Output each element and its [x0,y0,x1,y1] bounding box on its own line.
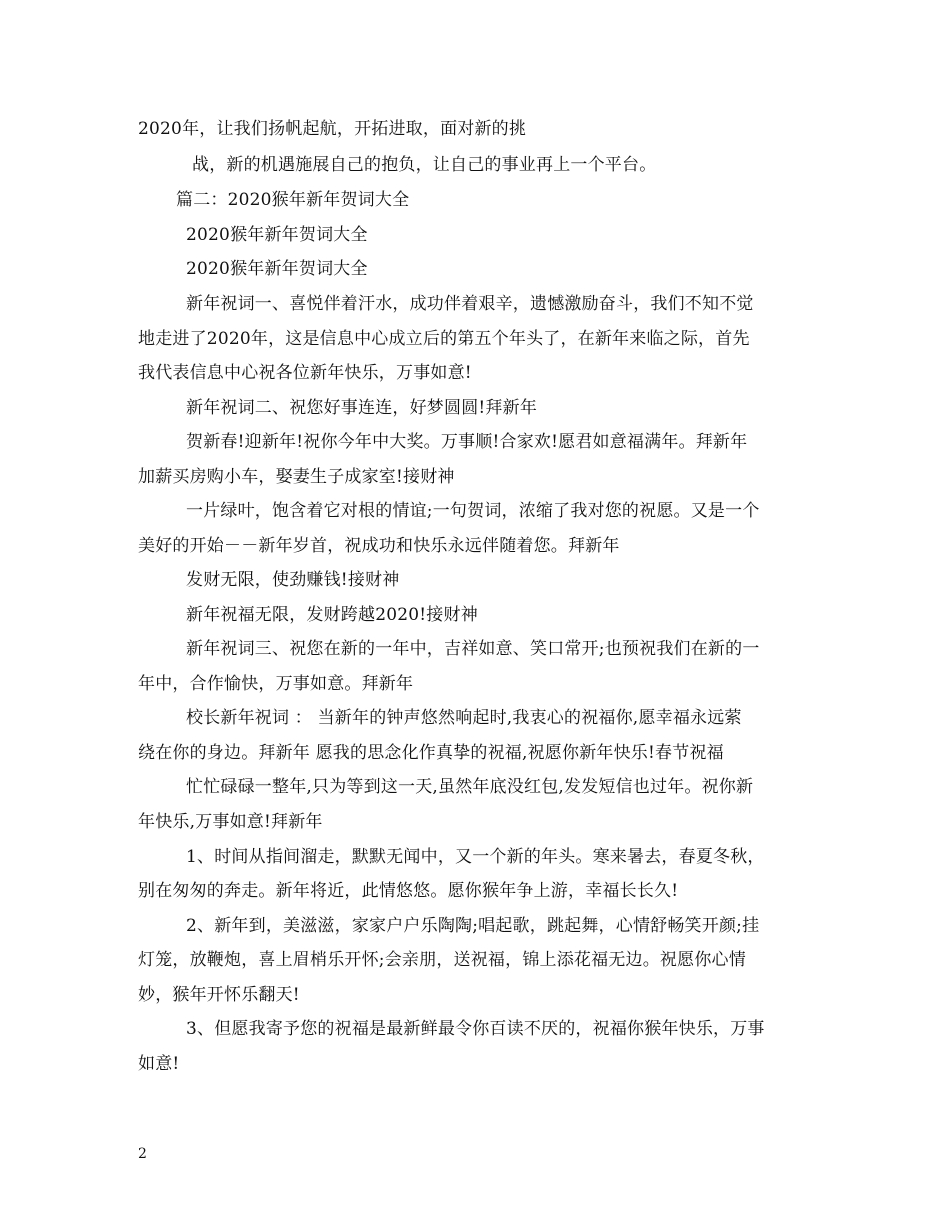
text-line: 我代表信息中心祝各位新年快乐，万事如意! [138,363,472,383]
text-line: 2、新年到，美滋滋，家家户户乐陶陶;唱起歌，跳起舞，心情舒畅笑开颜;挂 [186,916,760,936]
text-line: 别在匆匆的奔走。新年将近，此情悠悠。愿你猴年争上游，幸福长长久! [138,881,679,901]
page-number: 2 [138,1146,147,1162]
text-line: 3、但愿我寄予您的祝福是最新鲜最令你百读不厌的，祝福你猴年快乐，万事 [186,1019,765,1039]
text-line: 如意! [138,1054,180,1074]
text-line: 美好的开始－－新年岁首，祝成功和快乐永远伴随着您。拜新年 [138,536,620,556]
text-line: 2020猴年新年贺词大全 [186,225,368,245]
text-line: 新年祝词二、祝您好事连连，好梦圆圆!拜新年 [186,398,538,418]
text-line: 新年祝福无限，发财跨越2020!接财神 [186,605,478,625]
text-line: 战，新的机遇施展自己的抱负，让自己的事业再上一个平台。 [192,155,657,175]
text-line: 妙，猴年开怀乐翻天! [138,985,300,1005]
text-line: 年快乐,万事如意!拜新年 [138,812,323,832]
text-line: 忙忙碌碌一整年,只为等到这一天,虽然年底没红包,发发短信也过年。祝你新 [186,777,754,797]
text-line: 2020猴年新年贺词大全 [186,259,368,279]
text-line: 灯笼，放鞭炮，喜上眉梢乐开怀;会亲朋，送祝福，锦上添花福无边。祝愿你心情 [138,950,746,970]
text-line: 年中，合作愉快，万事如意。拜新年 [138,674,414,694]
text-line: 2020年，让我们扬帆起航，开拓进取，面对新的挑 [138,119,527,139]
text-line: 地走进了2020年，这是信息中心成立后的第五个年头了，在新年来临之际，首先 [138,329,750,349]
text-line: 绕在你的身边。拜新年 愿我的思念化作真挚的祝福,祝愿你新年快乐!春节祝福 [138,743,724,763]
text-line: 校长新年祝词 ： 当新年的钟声悠然响起时,我衷心的祝福你,愿幸福永远萦 [186,708,742,728]
text-line: 贺新春!迎新年!祝你今年中大奖。万事顺!合家欢!愿君如意福满年。拜新年 [186,432,748,452]
section-heading: 篇二：2020猴年新年贺词大全 [176,190,410,210]
text-line: 新年祝词三、祝您在新的一年中，吉祥如意、笑口常开;也预祝我们在新的一 [186,639,760,659]
text-line: 加薪买房购小车，娶妻生子成家室!接财神 [138,467,455,487]
text-line: 1、时间从指间溜走，默默无闻中，又一个新的年头。寒来暑去，春夏冬秋， [186,847,765,867]
text-line: 新年祝词一、喜悦伴着汗水，成功伴着艰辛，遗憾激励奋斗，我们不知不觉 [186,294,754,314]
text-line: 一片绿叶，饱含着它对根的情谊;一句贺词，浓缩了我对您的祝愿。又是一个 [186,501,760,521]
text-line: 发财无限，使劲赚钱!接财神 [186,570,400,590]
